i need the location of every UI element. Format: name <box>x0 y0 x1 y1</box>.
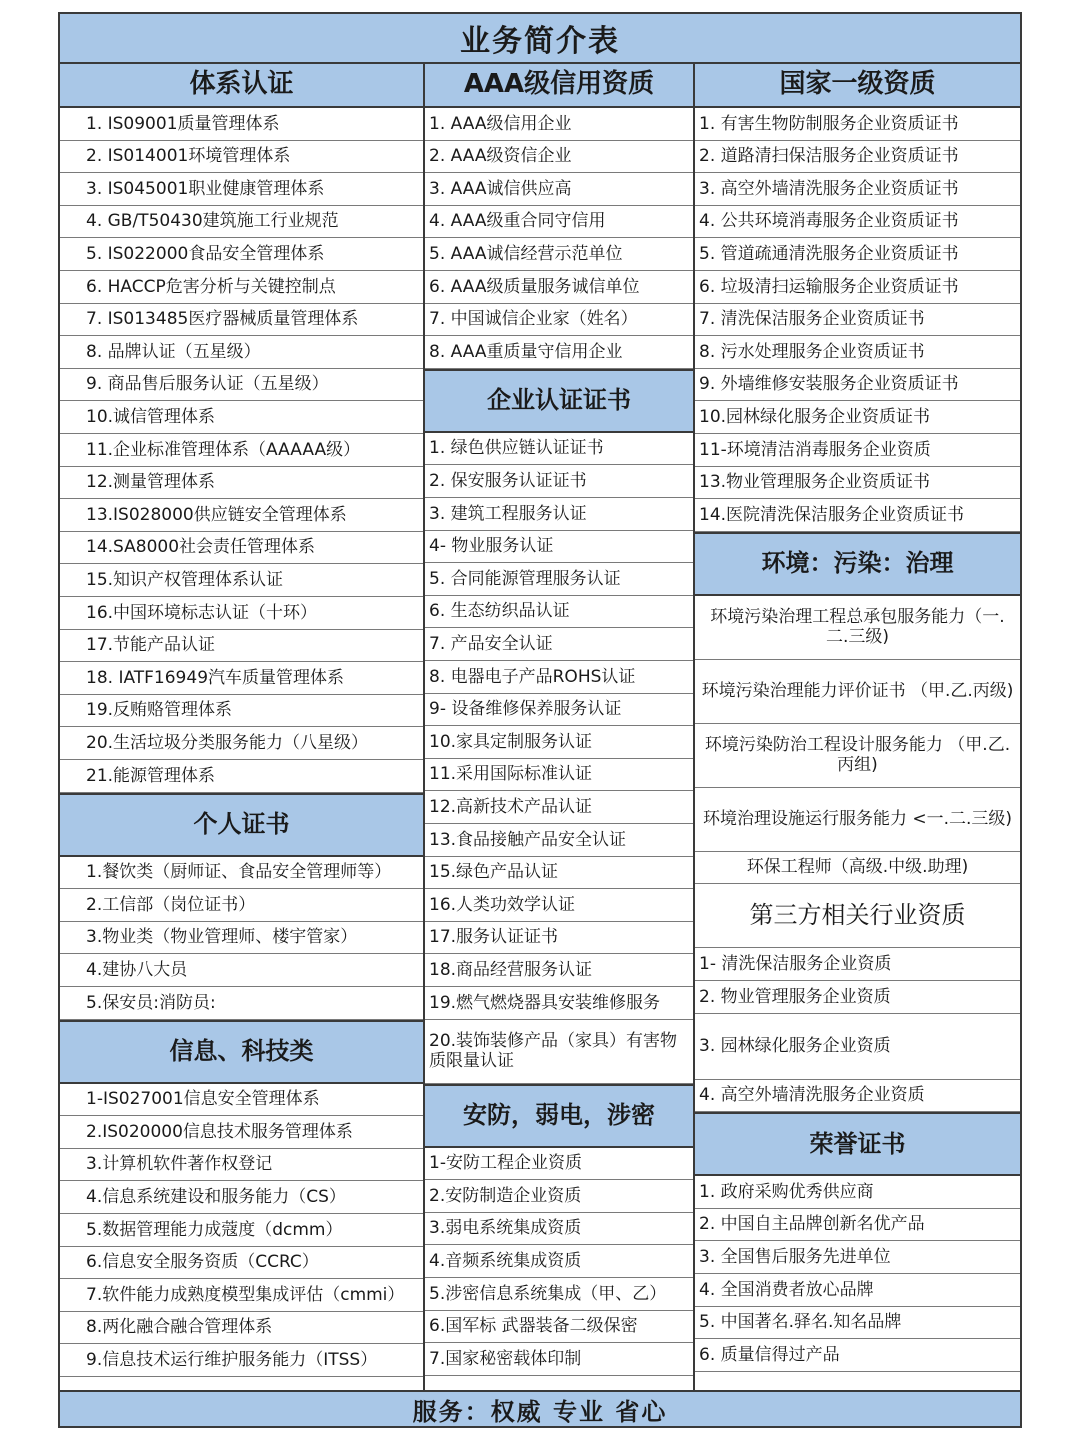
list-item: 6.信息安全服务资质（CCRC） <box>60 1247 423 1280</box>
business-summary-table <box>58 12 1022 1428</box>
list-item: 10.园林绿化服务企业资质证书 <box>695 401 1020 434</box>
list-item: 环境治理设施运行服务能力 <一.二.三级) <box>695 788 1020 852</box>
list-item: 8. 污水处理服务企业资质证书 <box>695 336 1020 369</box>
list-item: 6. 质量信得过产品 <box>695 1339 1020 1372</box>
list-item: 1. 绿色供应链认证证书 <box>425 433 693 466</box>
list-item: 5. 管道疏通清洗服务企业资质证书 <box>695 238 1020 271</box>
list-item: 5. IS022000食品安全管理体系 <box>60 238 423 271</box>
list-item: 5.保安员:消防员: <box>60 987 423 1020</box>
list-item: 4.音频系统集成资质 <box>425 1245 693 1278</box>
list-item: 19.燃气燃烧器具安装维修服务 <box>425 987 693 1020</box>
list-item: 7. IS013485医疗器械质量管理体系 <box>60 304 423 337</box>
list-item: 8. 电器电子产品ROHS认证 <box>425 661 693 694</box>
list-item: 4.建协八大员 <box>60 954 423 987</box>
header-security-weak-current: 安防，弱电，涉密 <box>425 1084 693 1148</box>
list-item: 4. GB/T50430建筑施工行业规范 <box>60 206 423 239</box>
header-third-party: 第三方相关行业资质 <box>695 884 1020 948</box>
list-item: 8. AAA重质量守信用企业 <box>425 336 693 369</box>
list-item: 14.SA8000社会责任管理体系 <box>60 532 423 565</box>
list-item: 7.软件能力成熟度模型集成评估（cmmi） <box>60 1279 423 1312</box>
list-item: 6. HACCP危害分析与关键控制点 <box>60 271 423 304</box>
list-item: 12.测量管理体系 <box>60 467 423 500</box>
column-system-certification <box>60 64 425 1392</box>
list-item: 4- 物业服务认证 <box>425 531 693 564</box>
list-item: 16.中国环境标志认证（十环） <box>60 597 423 630</box>
list-item: 7. 中国诚信企业家（姓名） <box>425 304 693 337</box>
list-item: 18. IATF16949汽车质量管理体系 <box>60 662 423 695</box>
list-item: 9. 商品售后服务认证（五星级） <box>60 369 423 402</box>
header-national-first-class: 国家一级资质 <box>695 64 1020 108</box>
list-item: 4. 高空外墙清洗服务企业资质 <box>695 1080 1020 1113</box>
list-item: 1-安防工程企业资质 <box>425 1148 693 1181</box>
list-item: 5. 中国著名.驿名.知名品牌 <box>695 1307 1020 1340</box>
list-item: 11.采用国际标准认证 <box>425 759 693 792</box>
list-item: 15.绿色产品认证 <box>425 857 693 890</box>
list-item: 3.弱电系统集成资质 <box>425 1213 693 1246</box>
list-item: 11-环境清洁消毒服务企业资质 <box>695 434 1020 467</box>
list-item: 18.商品经营服务认证 <box>425 954 693 987</box>
list-item: 13.IS028000供应链安全管理体系 <box>60 499 423 532</box>
list-item: 3. IS045001职业健康管理体系 <box>60 173 423 206</box>
list-item: 4.信息系统建设和服务能力（CS） <box>60 1181 423 1214</box>
list-item: 2. AAA级资信企业 <box>425 141 693 174</box>
list-item: 1. 政府采购优秀供应商 <box>695 1176 1020 1209</box>
list-item: 4. 全国消费者放心品牌 <box>695 1274 1020 1307</box>
list-item: 3. 建筑工程服务认证 <box>425 498 693 531</box>
list-item: 9- 设备维修保养服务认证 <box>425 694 693 727</box>
list-item: 2. IS014001环境管理体系 <box>60 141 423 174</box>
header-honor-certificates: 荣誉证书 <box>695 1112 1020 1176</box>
list-item: 14.医院清洗保洁服务企业资质证书 <box>695 499 1020 532</box>
list-item: 13.食品接触产品安全认证 <box>425 824 693 857</box>
header-system-certification: 体系认证 <box>60 64 423 108</box>
header-environment-pollution: 环境：污染：治理 <box>695 532 1020 596</box>
list-item: 20.装饰装修产品（家具）有害物质限量认证 <box>425 1020 693 1084</box>
list-item: 8.两化融合融合管理体系 <box>60 1312 423 1345</box>
list-item: 环境污染防治工程设计服务能力 （甲.乙.丙组) <box>695 724 1020 788</box>
list-item: 2. 物业管理服务企业资质 <box>695 981 1020 1014</box>
table-footer: 服务：权威 专业 省心 <box>60 1390 1020 1426</box>
list-item: 5. AAA诚信经营示范单位 <box>425 238 693 271</box>
list-item: 1.餐饮类（厨师证、食品安全管理师等） <box>60 857 423 890</box>
list-item: 7. 清洗保洁服务企业资质证书 <box>695 304 1020 337</box>
list-item: 3. 园林绿化服务企业资质 <box>695 1014 1020 1080</box>
header-aaa-credit: AAA级信用资质 <box>425 64 693 108</box>
list-item: 3. 全国售后服务先进单位 <box>695 1241 1020 1274</box>
list-item: 11.企业标准管理体系（AAAAA级） <box>60 434 423 467</box>
list-item: 环保工程师（高级.中级.助理) <box>695 852 1020 885</box>
list-item: 环境污染治理能力评价证书 （甲.乙.丙级) <box>695 660 1020 724</box>
list-item: 7.国家秘密载体印制 <box>425 1343 693 1376</box>
list-item: 20.生活垃圾分类服务能力（八星级） <box>60 727 423 760</box>
list-item: 2. 中国自主品牌创新名优产品 <box>695 1209 1020 1242</box>
table-title: 业务简介表 <box>60 14 1020 64</box>
list-item: 2.工信部（岗位证书） <box>60 889 423 922</box>
list-item: 1. IS09001质量管理体系 <box>60 108 423 141</box>
list-item: 9.信息技术运行维护服务能力（ITSS） <box>60 1344 423 1377</box>
list-item: 7. 产品安全认证 <box>425 628 693 661</box>
list-item: 10.家具定制服务认证 <box>425 726 693 759</box>
list-item: 13.物业管理服务企业资质证书 <box>695 467 1020 500</box>
list-item: 3.计算机软件著作权登记 <box>60 1149 423 1182</box>
list-item: 15.知识产权管理体系认证 <box>60 564 423 597</box>
list-item: 3. 高空外墙清洗服务企业资质证书 <box>695 173 1020 206</box>
column-credit-qualification <box>425 64 695 1392</box>
header-enterprise-certificates: 企业认证证书 <box>425 369 693 433</box>
list-item: 6. 生态纺织品认证 <box>425 596 693 629</box>
list-item: 2.IS020000信息技术服务管理体系 <box>60 1116 423 1149</box>
list-item: 3. AAA诚信供应高 <box>425 173 693 206</box>
list-item: 1. 有害生物防制服务企业资质证书 <box>695 108 1020 141</box>
list-item: 17.服务认证证书 <box>425 922 693 955</box>
list-item: 6.国军标 武器装备二级保密 <box>425 1311 693 1344</box>
list-item: 1-IS027001信息安全管理体系 <box>60 1084 423 1117</box>
list-item: 19.反贿赂管理体系 <box>60 695 423 728</box>
list-item: 8. 品牌认证（五星级） <box>60 336 423 369</box>
list-item: 10.诚信管理体系 <box>60 401 423 434</box>
list-item: 4. 公共环境消毒服务企业资质证书 <box>695 206 1020 239</box>
list-item: 4. AAA级重合同守信用 <box>425 206 693 239</box>
column-national-qualification <box>695 64 1020 1392</box>
list-item: 6. AAA级质量服务诚信单位 <box>425 271 693 304</box>
list-item: 12.高新技术产品认证 <box>425 791 693 824</box>
list-item: 5. 合同能源管理服务认证 <box>425 563 693 596</box>
list-item: 6. 垃圾清扫运输服务企业资质证书 <box>695 271 1020 304</box>
list-item: 5.涉密信息系统集成（甲、乙） <box>425 1278 693 1311</box>
list-item: 2. 保安服务认证证书 <box>425 465 693 498</box>
list-item: 3.物业类（物业管理师、楼宇管家） <box>60 922 423 955</box>
list-item: 16.人类功效学认证 <box>425 889 693 922</box>
header-personal-certificates: 个人证书 <box>60 793 423 857</box>
list-item: 2. 道路清扫保洁服务企业资质证书 <box>695 141 1020 174</box>
list-item: 环境污染治理工程总承包服务能力（一.二.三级) <box>695 596 1020 660</box>
list-item: 5.数据管理能力成蔻度（dcmm） <box>60 1214 423 1247</box>
list-item: 1. AAA级信用企业 <box>425 108 693 141</box>
list-item: 17.节能产品认证 <box>60 630 423 663</box>
list-item: 1- 清洗保洁服务企业资质 <box>695 948 1020 981</box>
list-item: 21.能源管理体系 <box>60 760 423 793</box>
list-item: 9. 外墙维修安装服务企业资质证书 <box>695 369 1020 402</box>
list-item: 2.安防制造企业资质 <box>425 1180 693 1213</box>
header-info-technology: 信息、科技类 <box>60 1020 423 1084</box>
